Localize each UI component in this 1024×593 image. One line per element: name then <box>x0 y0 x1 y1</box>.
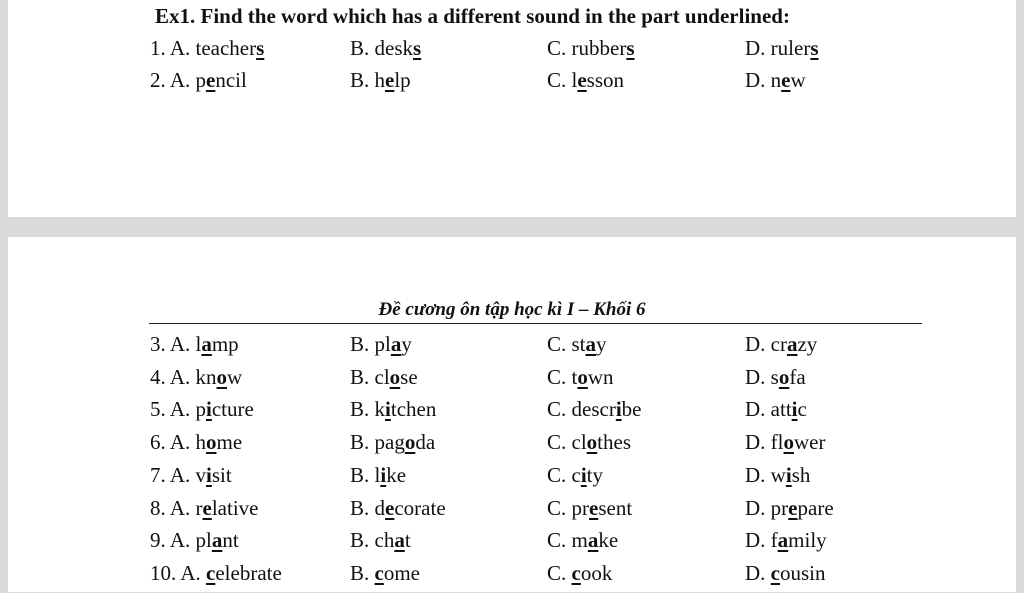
option-text: B. ch <box>350 528 395 553</box>
underlined-letter: c <box>374 560 384 585</box>
option-text: ncil <box>215 68 247 92</box>
underlined-letter: e <box>206 68 216 92</box>
option-text: C. t <box>547 364 578 389</box>
underlined-letter: o <box>206 430 217 455</box>
option-text: 9. A. pl <box>150 528 212 553</box>
underlined-letter: a <box>777 528 789 553</box>
option-text: ty <box>586 462 604 487</box>
answer-option <box>350 397 436 422</box>
underlined-letter: a <box>390 332 402 356</box>
option-text: 6. A. h <box>150 430 207 455</box>
option-text: D. s <box>745 364 779 389</box>
question-row <box>8 397 1016 429</box>
question-row <box>8 36 1016 68</box>
option-text: C. c <box>547 462 581 487</box>
answer-option <box>547 397 642 422</box>
underlined-letter: e <box>781 68 791 92</box>
underlined-letter: e <box>202 495 212 520</box>
underlined-letter: i <box>206 397 212 422</box>
option-text: tchen <box>390 397 437 422</box>
option-text: D. f <box>745 528 778 553</box>
option-text: D. ruler <box>745 36 811 60</box>
option-text: t <box>404 528 411 553</box>
answer-option <box>150 365 242 390</box>
option-text: w <box>790 68 806 92</box>
underlined-letter: s <box>413 36 422 60</box>
running-header: Đề cương ôn tập học kì I – Khối 6 <box>378 299 646 320</box>
option-text: 3. A. l <box>150 332 202 356</box>
underlined-letter: o <box>404 430 416 455</box>
option-text: C. descr <box>547 397 616 422</box>
answer-option <box>350 528 411 553</box>
underlined-letter: o <box>577 364 588 389</box>
option-text: C. <box>547 560 572 585</box>
answer-option <box>745 397 807 422</box>
answer-option <box>745 365 806 390</box>
underlined-letter: i <box>385 397 391 422</box>
answer-option <box>547 68 624 93</box>
answer-option <box>350 68 411 93</box>
option-text: 2. A. p <box>150 68 207 92</box>
option-text: wn <box>587 364 614 389</box>
underlined-letter: a <box>201 332 212 356</box>
option-text: B. k <box>350 397 386 422</box>
option-text: elebrate <box>215 560 282 585</box>
option-text: wer <box>794 430 826 455</box>
answer-option <box>745 528 827 553</box>
answer-option <box>150 463 232 488</box>
option-text: D. n <box>745 68 782 92</box>
question-row <box>8 528 1016 560</box>
option-text: mily <box>788 528 827 553</box>
underlined-letter: a <box>786 332 798 356</box>
underlined-letter: i <box>785 462 792 487</box>
option-text: me <box>216 430 243 455</box>
answer-option <box>547 430 631 455</box>
underlined-letter: e <box>589 495 599 520</box>
answer-option <box>350 36 421 61</box>
answer-option <box>547 36 635 61</box>
underlined-letter: i <box>206 462 212 487</box>
exercise-title: Ex1. Find the word which has a different sound in the part underlined: <box>155 4 790 28</box>
answer-option <box>745 332 817 357</box>
underlined-letter: i <box>791 397 798 422</box>
underlined-letter: i <box>615 397 622 422</box>
option-text: se <box>400 364 418 389</box>
answer-option <box>150 68 247 93</box>
answer-option <box>150 397 254 422</box>
underlined-letter: a <box>211 528 223 553</box>
underlined-letter: o <box>216 364 228 389</box>
option-text: B. <box>350 560 375 585</box>
answer-option <box>150 528 239 553</box>
underlined-letter: s <box>626 36 635 60</box>
answer-option <box>745 36 819 61</box>
option-text: 8. A. r <box>150 495 203 520</box>
answer-option <box>350 561 420 586</box>
option-text: sson <box>586 68 625 92</box>
document-page-2 <box>8 237 1016 592</box>
option-text: zy <box>797 332 818 356</box>
option-text: y <box>401 332 412 356</box>
option-text: 10. A. <box>150 560 207 585</box>
underlined-letter: c <box>206 560 216 585</box>
option-text: 4. A. kn <box>150 364 217 389</box>
underlined-letter: e <box>385 68 395 92</box>
option-text: w <box>227 364 243 389</box>
answer-option <box>745 463 810 488</box>
option-text: fa <box>789 364 806 389</box>
option-text: corate <box>394 495 446 520</box>
underlined-letter: i <box>380 462 387 487</box>
option-text: D. att <box>745 397 792 422</box>
header-rule <box>149 323 922 324</box>
option-text: nt <box>222 528 239 553</box>
option-text: D. fl <box>745 430 784 455</box>
answer-option <box>745 561 826 586</box>
option-text: B. h <box>350 68 386 92</box>
option-text: ousin <box>780 560 826 585</box>
option-text: thes <box>597 430 631 455</box>
option-text: B. l <box>350 462 381 487</box>
option-text: D. cr <box>745 332 787 356</box>
answer-option <box>745 68 806 93</box>
option-text: be <box>621 397 642 422</box>
answer-option <box>350 332 412 357</box>
underlined-letter: e <box>577 68 587 92</box>
option-text: 7. A. v <box>150 462 207 487</box>
question-row <box>8 332 1016 364</box>
document-page-1 <box>8 0 1016 217</box>
answer-option <box>150 36 264 61</box>
option-text: D. pr <box>745 495 789 520</box>
answer-option <box>150 332 239 357</box>
option-text: B. pag <box>350 430 405 455</box>
option-text: 5. A. p <box>150 397 207 422</box>
answer-option <box>350 463 406 488</box>
option-text: ke <box>386 462 407 487</box>
underlined-letter: e <box>788 495 798 520</box>
option-text: da <box>415 430 436 455</box>
question-row <box>8 68 1016 100</box>
option-text: c <box>797 397 807 422</box>
answer-option <box>547 528 618 553</box>
answer-option <box>547 365 614 390</box>
answer-option <box>350 430 435 455</box>
underlined-letter: a <box>394 528 405 553</box>
answer-option <box>547 332 607 357</box>
option-text: C. rubber <box>547 36 627 60</box>
option-text: cture <box>211 397 254 422</box>
underlined-letter: i <box>580 462 587 487</box>
option-text: mp <box>211 332 239 356</box>
answer-option <box>150 430 242 455</box>
underlined-letter: s <box>810 36 819 60</box>
underlined-letter: c <box>571 560 581 585</box>
question-row <box>8 496 1016 528</box>
answer-option <box>547 496 632 521</box>
question-row <box>8 365 1016 397</box>
underlined-letter: o <box>586 430 598 455</box>
option-text: ome <box>383 560 420 585</box>
underlined-letter: o <box>389 364 401 389</box>
option-text: B. d <box>350 495 386 520</box>
option-text: sent <box>598 495 633 520</box>
option-text: y <box>596 332 607 356</box>
option-text: C. st <box>547 332 586 356</box>
option-text: sh <box>791 462 811 487</box>
option-text: B. cl <box>350 364 390 389</box>
option-text: sit <box>211 462 232 487</box>
option-text: C. m <box>547 528 588 553</box>
option-text: C. pr <box>547 495 589 520</box>
option-text: B. pl <box>350 332 391 356</box>
option-text: lp <box>394 68 411 92</box>
underlined-letter: a <box>587 528 599 553</box>
answer-option <box>547 463 603 488</box>
option-text: D. <box>745 560 771 585</box>
underlined-letter: o <box>778 364 790 389</box>
underlined-letter: s <box>256 36 265 60</box>
option-text: ook <box>580 560 613 585</box>
option-text: 1. A. teacher <box>150 36 257 60</box>
answer-option <box>350 496 446 521</box>
question-row <box>8 463 1016 495</box>
answer-option <box>745 430 825 455</box>
option-text: lative <box>211 495 259 520</box>
underlined-letter: e <box>385 495 395 520</box>
underlined-letter: a <box>585 332 597 356</box>
underlined-letter: o <box>783 430 794 455</box>
underlined-letter: c <box>770 560 780 585</box>
option-text: C. l <box>547 68 578 92</box>
answer-option <box>150 496 258 521</box>
question-row <box>8 561 1016 593</box>
answer-option <box>150 561 282 586</box>
question-row <box>8 430 1016 462</box>
answer-option <box>350 365 418 390</box>
answer-option <box>745 496 834 521</box>
option-text: B. desk <box>350 36 413 60</box>
option-text: pare <box>797 495 834 520</box>
answer-option <box>547 561 612 586</box>
option-text: ke <box>598 528 619 553</box>
option-text: D. w <box>745 462 786 487</box>
option-text: C. cl <box>547 430 587 455</box>
